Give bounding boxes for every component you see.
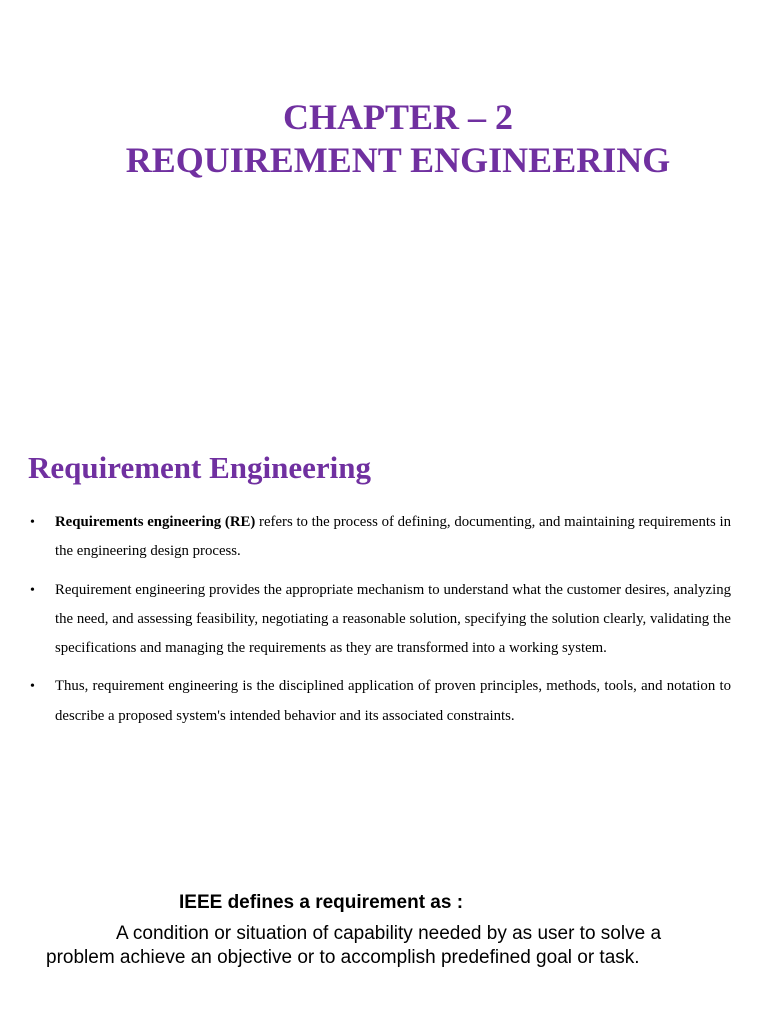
- bullet-text: Thus, requirement engineering is the disciplined application of proven principles, methods, tools, and notation to describe a proposed system's intended behavior and its associated constraints.: [55, 678, 731, 724]
- bullet-item: [30, 508, 731, 567]
- chapter-name: REQUIREMENT ENGINEERING: [125, 140, 671, 180]
- bullet-text: Requirement engineering provides the appropriate mechanism to understand what the customer desires, analyzing the need, and assessing feasibility, negotiating a reasonable solution, specifying the solution clearly, validating the specifications and managing the requirements as they are transformed into a working system.: [55, 581, 731, 657]
- bullet-item: [30, 576, 731, 664]
- chapter-title: [0, 96, 768, 182]
- bullet-dot-icon: •: [30, 515, 35, 530]
- section-heading: Requirement Engineering: [28, 450, 371, 485]
- bullet-dot-icon: •: [30, 679, 35, 695]
- bullet-item: [30, 672, 731, 731]
- bullet-dot-icon: •: [30, 582, 35, 598]
- ieee-definition-text: A condition or situation of capability needed by as user to solve a problem achieve an objective or to accomplish predefined goal or task.: [46, 923, 662, 968]
- ieee-heading: IEEE defines a requirement as :: [179, 892, 464, 913]
- bullet-list: [30, 508, 731, 740]
- bullet-text: refers to the process of defining, documenting, and maintaining requirements in the engineering design process.: [55, 514, 731, 560]
- chapter-number: CHAPTER – 2: [282, 97, 513, 137]
- ieee-definition-block: [46, 888, 726, 970]
- bullet-bold-term: Requirements engineering (RE): [55, 514, 256, 530]
